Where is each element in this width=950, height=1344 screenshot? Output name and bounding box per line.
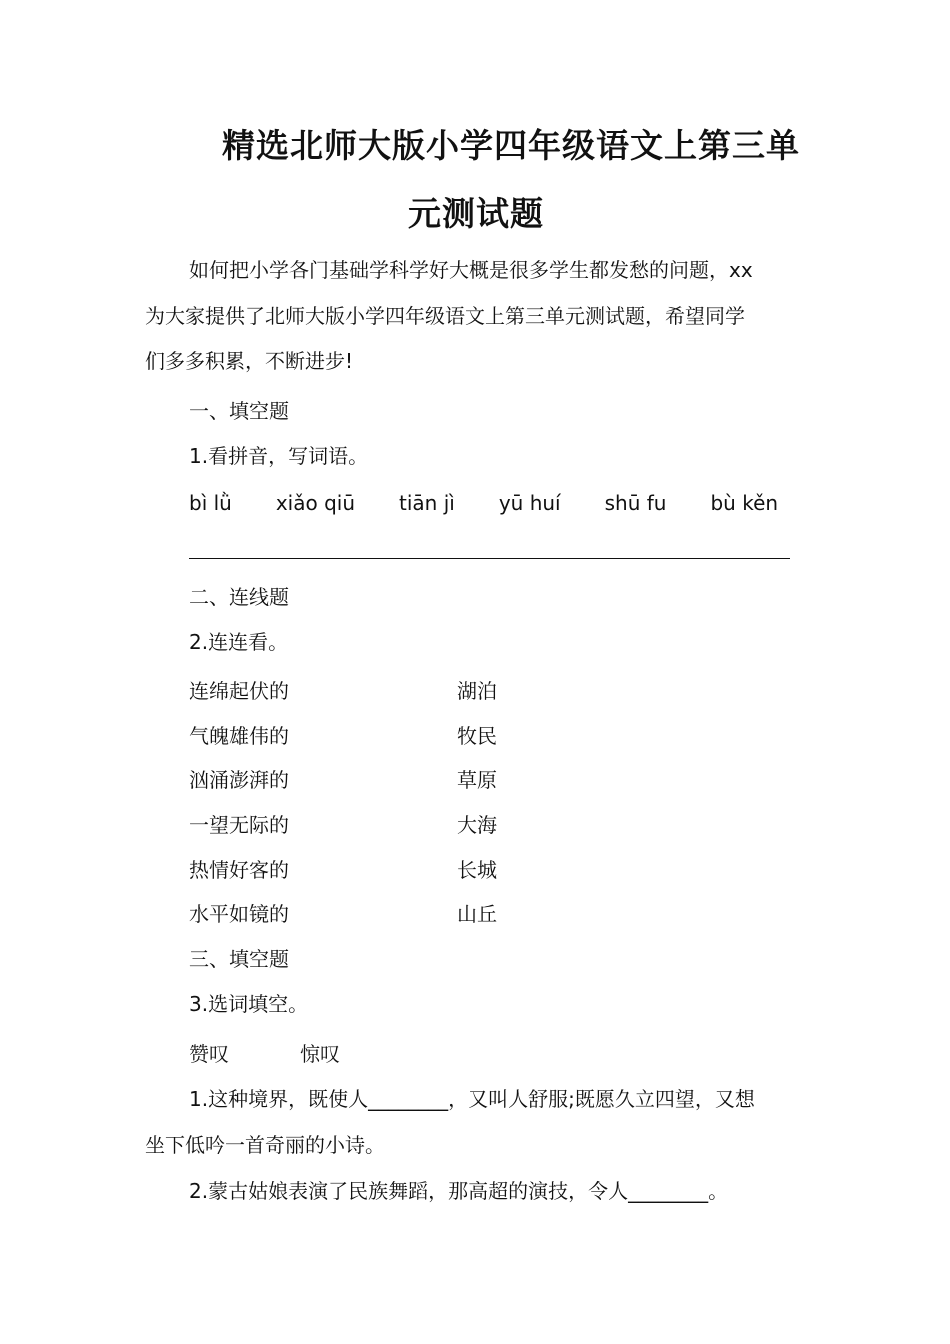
pinyin-item: xiǎo qiū: [275, 491, 356, 515]
intro-line-2: 为大家提供了北师大版小学四年级语文上第三单元测试题，希望同学: [145, 304, 745, 328]
match-left-item: 热情好客的: [189, 858, 289, 882]
pinyin-item: tiān jì: [399, 491, 455, 515]
word-option: 赞叹: [189, 1042, 229, 1066]
section3-heading: 三、填空题: [189, 947, 289, 971]
match-left-item: 连绵起伏的: [189, 679, 289, 703]
match-left-item: 一望无际的: [189, 813, 289, 837]
document-title-line1: 精选北师大版小学四年级语文上第三单: [222, 126, 800, 165]
match-left-item: 汹涌澎湃的: [189, 768, 289, 792]
pinyin-item: bù kěn: [710, 491, 779, 515]
answer-line: [189, 558, 790, 559]
match-right-item: 大海: [457, 813, 497, 837]
pinyin-row: [189, 493, 822, 513]
section1-question: 1.看拼音，写词语。: [189, 444, 369, 468]
section1-heading: 一、填空题: [189, 399, 289, 423]
match-right-item: 湖泊: [457, 679, 497, 703]
section2-heading: 二、连线题: [189, 585, 289, 609]
document-title-line2: 元测试题: [408, 194, 544, 233]
fill-item-2: 2.蒙古姑娘表演了民族舞蹈，那高超的演技，令人________。: [189, 1179, 729, 1203]
intro-line-3: 们多多积累，不断进步!: [145, 349, 354, 373]
intro-line-1: 如何把小学各门基础学科学好大概是很多学生都发愁的问题，xx: [189, 258, 753, 282]
section2-question: 2.连连看。: [189, 630, 289, 654]
match-right-item: 草原: [457, 768, 497, 792]
pinyin-item: shū fu: [604, 491, 667, 515]
match-right-item: 长城: [457, 858, 497, 882]
match-right-item: 山丘: [457, 902, 497, 926]
pinyin-item: bì lǜ: [189, 491, 232, 515]
word-option: 惊叹: [300, 1042, 340, 1066]
section3-question: 3.选词填空。: [189, 992, 309, 1016]
fill-item-1-line2: 坐下低吟一首奇丽的小诗。: [145, 1133, 385, 1157]
match-left-item: 气魄雄伟的: [189, 724, 289, 748]
match-right-item: 牧民: [457, 724, 497, 748]
pinyin-item: yū huí: [498, 491, 561, 515]
fill-item-1-line1: 1.这种境界，既使人________，又叫人舒服;既愿久立四望，又想: [189, 1087, 755, 1111]
match-left-item: 水平如镜的: [189, 902, 289, 926]
